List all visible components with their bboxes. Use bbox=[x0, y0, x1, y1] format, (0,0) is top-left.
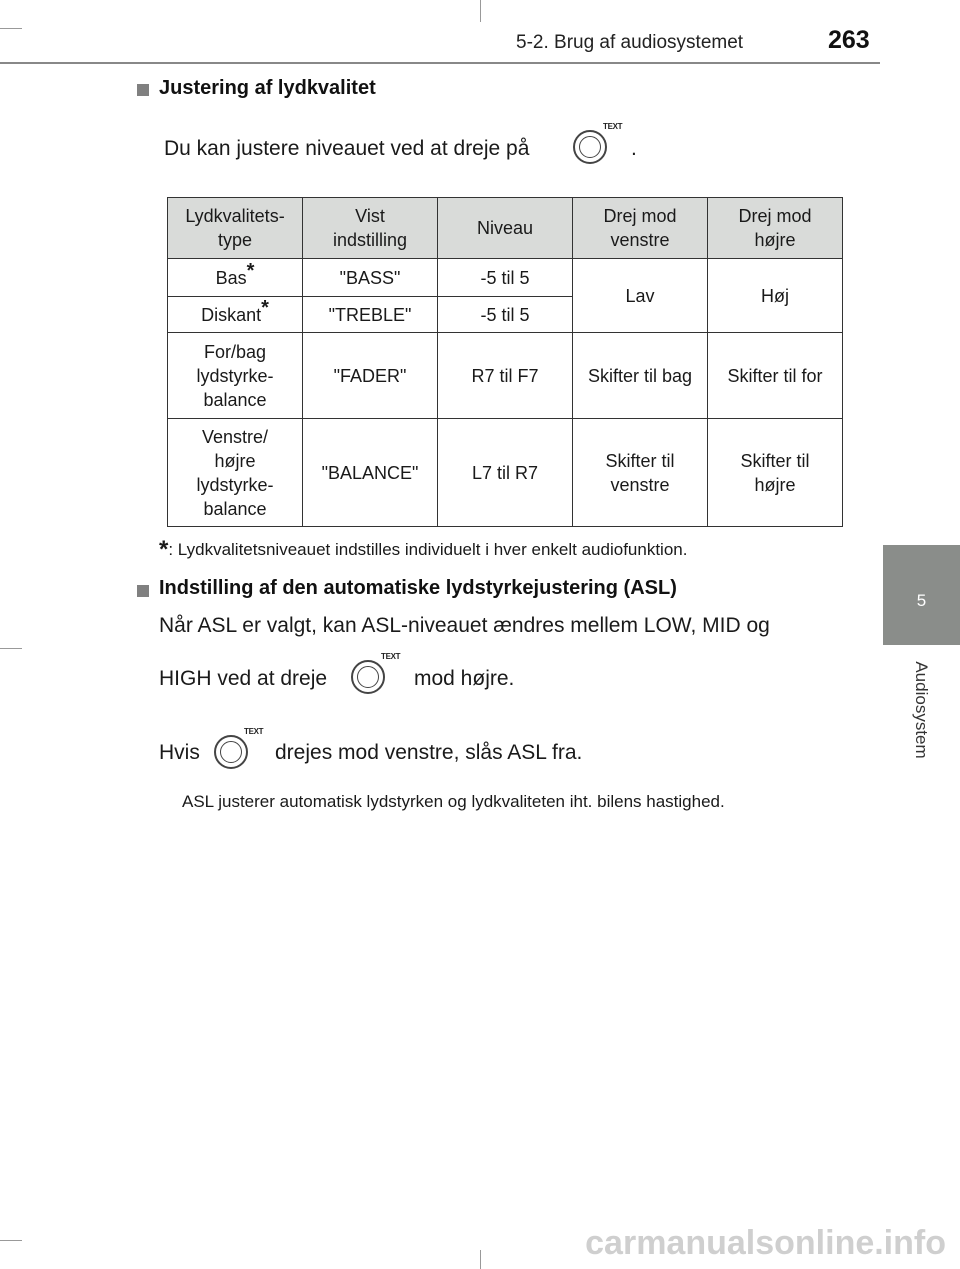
tune-knob-icon: TEXT bbox=[351, 654, 409, 696]
chapter-tab bbox=[883, 545, 960, 645]
intro-text: Du kan justere niveauet ved at dreje på bbox=[164, 137, 530, 160]
table-row bbox=[168, 333, 843, 419]
header-section-title: 5-2. Brug af audiosystemet bbox=[516, 32, 744, 53]
paragraph-line: HIGH ved at dreje bbox=[159, 667, 328, 690]
header-rule bbox=[0, 62, 880, 64]
tune-knob-icon: TEXT bbox=[214, 729, 272, 771]
section-heading: Indstilling af den automatiske lydstyrkejustering (ASL) bbox=[159, 577, 677, 599]
paragraph-line: Hvis bbox=[159, 741, 200, 764]
table-cell: -5 til 5 bbox=[438, 297, 573, 333]
watermark: carmanualsonline.info bbox=[585, 1224, 946, 1262]
table-cell: Skifter til venstre bbox=[573, 419, 708, 527]
table-cell: Venstre/ højre lydstyrke- balance bbox=[168, 419, 303, 527]
crop-mark bbox=[0, 648, 22, 649]
table-header-cell: Niveau bbox=[438, 198, 573, 259]
table-cell: -5 til 5 bbox=[438, 259, 573, 297]
paragraph-line-end: drejes mod venstre, slås ASL fra. bbox=[275, 741, 583, 764]
table-cell: R7 til F7 bbox=[438, 333, 573, 419]
table-cell: Skifter til bag bbox=[573, 333, 708, 419]
crop-mark bbox=[0, 28, 22, 29]
table-row bbox=[168, 419, 843, 527]
crop-mark bbox=[0, 1240, 22, 1241]
table-cell: Høj bbox=[708, 259, 843, 333]
table-header-cell: Drej mod venstre bbox=[573, 198, 708, 259]
table-cell: "BASS" bbox=[303, 259, 438, 297]
sound-quality-table bbox=[167, 197, 843, 527]
tune-knob-icon: TEXT bbox=[573, 124, 631, 166]
table-header-row bbox=[168, 198, 843, 259]
table-cell: Skifter til for bbox=[708, 333, 843, 419]
table-cell: Bas* bbox=[168, 259, 303, 297]
asl-note: ASL justerer automatisk lydstyrken og lydkvaliteten iht. bilens hastighed. bbox=[182, 792, 725, 811]
table-footnote: *: Lydkvalitetsniveauet indstilles individuelt i hver enkelt audiofunktion. bbox=[159, 536, 688, 563]
table-cell: "TREBLE" bbox=[303, 297, 438, 333]
chapter-number: 5 bbox=[916, 591, 927, 610]
crop-mark bbox=[480, 0, 481, 22]
square-bullet-icon bbox=[137, 84, 149, 96]
intro-text-end: . bbox=[631, 137, 637, 160]
table-header-cell: Lydkvalitets- type bbox=[168, 198, 303, 259]
table-cell: For/bag lydstyrke- balance bbox=[168, 333, 303, 419]
crop-mark bbox=[480, 1250, 481, 1269]
section-heading: Justering af lydkvalitet bbox=[159, 77, 376, 99]
table-cell: Lav bbox=[573, 259, 708, 333]
table-cell: "FADER" bbox=[303, 333, 438, 419]
paragraph-line-end: mod højre. bbox=[414, 667, 515, 690]
paragraph-line: Når ASL er valgt, kan ASL-niveauet ændres mellem LOW, MID og bbox=[159, 614, 770, 637]
table-cell: "BALANCE" bbox=[303, 419, 438, 527]
table-header-cell: Vist indstilling bbox=[303, 198, 438, 259]
page-number: 263 bbox=[828, 26, 870, 54]
table-cell: Diskant* bbox=[168, 297, 303, 333]
chapter-label: Audiosystem bbox=[912, 661, 931, 759]
square-bullet-icon bbox=[137, 585, 149, 597]
table-header-cell: Drej mod højre bbox=[708, 198, 843, 259]
footnote-marker: * bbox=[159, 536, 169, 563]
table-row bbox=[168, 259, 843, 297]
table-cell: L7 til R7 bbox=[438, 419, 573, 527]
table-cell: Skifter til højre bbox=[708, 419, 843, 527]
